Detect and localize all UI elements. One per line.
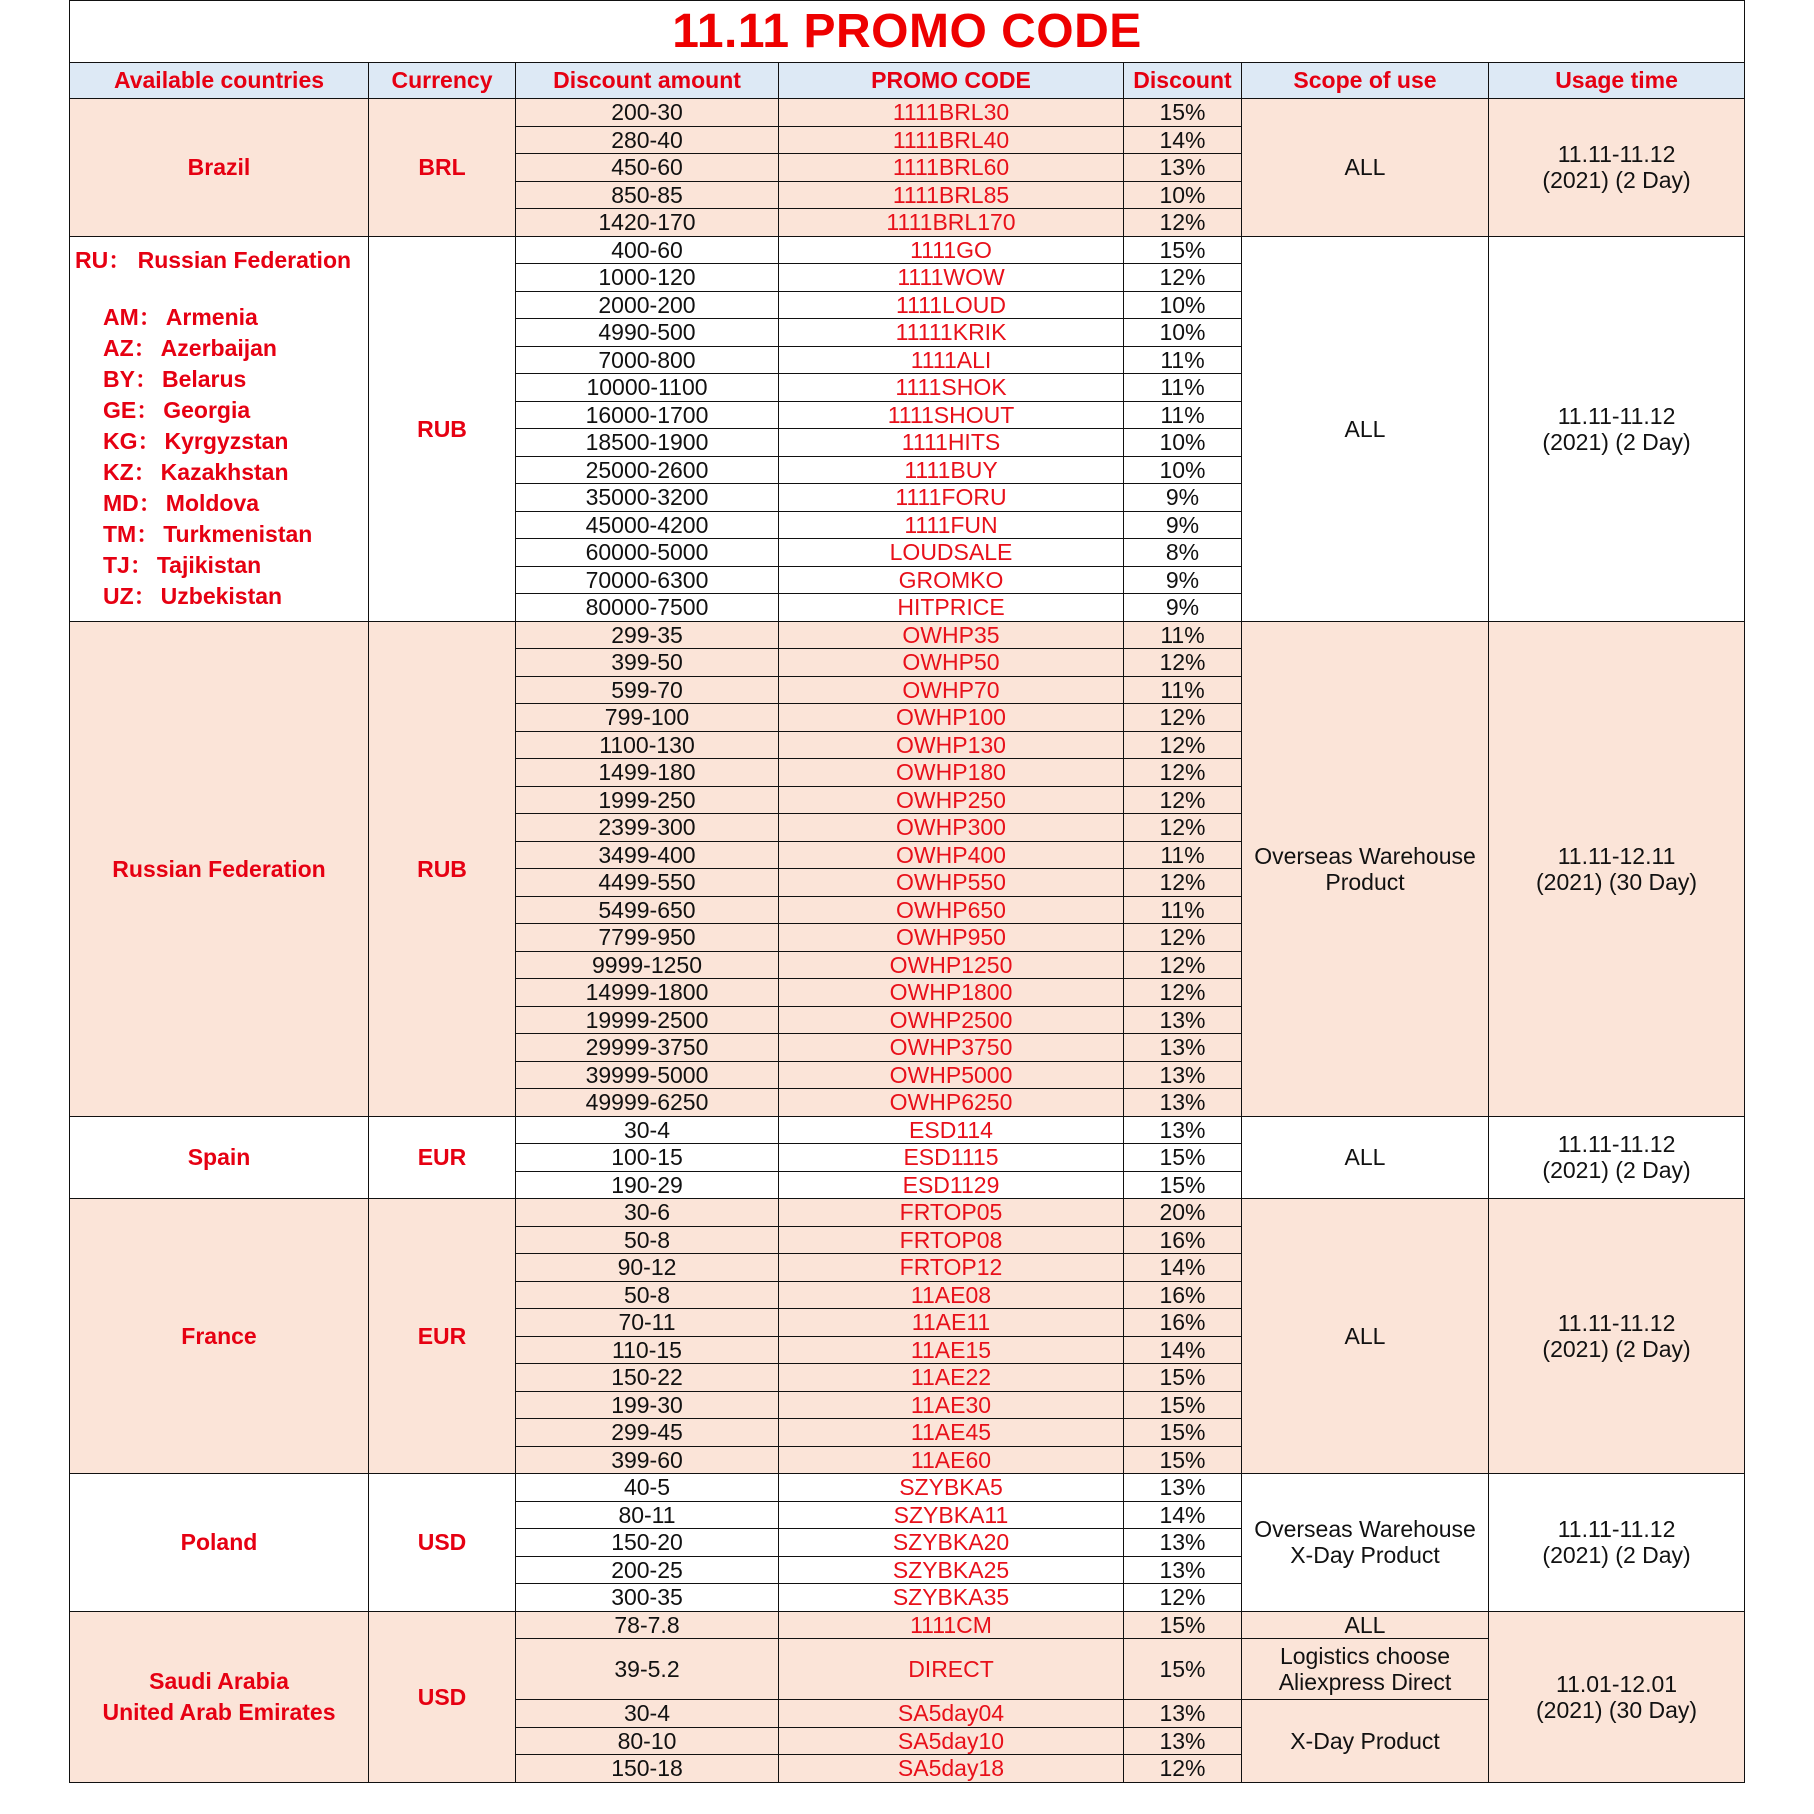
country-name: Saudi Arabia: [149, 1667, 289, 1694]
country-list-item: [70, 395, 368, 426]
country-name: Armenia: [165, 303, 258, 330]
promo-code-cell[interactable]: 1111FORU: [779, 484, 1124, 512]
promo-code-cell[interactable]: SZYBKA20: [779, 1529, 1124, 1557]
promo-code-cell[interactable]: 1111BRL40: [779, 126, 1124, 154]
discount-amount-cell: 14999-1800: [516, 979, 779, 1007]
discount-percent-cell: 11%: [1124, 621, 1242, 649]
discount-percent-cell: 16%: [1124, 1281, 1242, 1309]
scope-text: Logistics choose: [1279, 1643, 1451, 1669]
discount-percent-cell: 12%: [1124, 814, 1242, 842]
usage-time-text: 11.11-12.11: [1557, 842, 1676, 869]
discount-percent-cell: 12%: [1124, 209, 1242, 237]
discount-amount-cell: 300-35: [516, 1584, 779, 1612]
discount-amount-cell: 100-15: [516, 1144, 779, 1172]
usage-time-text: 11.11-11.12: [1557, 1131, 1676, 1158]
table-row: [70, 99, 1745, 127]
scope-of-use-cell: [1242, 1199, 1489, 1474]
promo-code-cell[interactable]: FRTOP12: [779, 1254, 1124, 1282]
discount-percent-cell: 12%: [1124, 649, 1242, 677]
discount-percent-cell: 10%: [1124, 456, 1242, 484]
currency-cell: USD: [369, 1474, 516, 1612]
usage-time-text: 11.11-11.12: [1557, 402, 1676, 429]
discount-amount-cell: 3499-400: [516, 841, 779, 869]
usage-time-cell: [1489, 1116, 1745, 1199]
discount-percent-cell: 12%: [1124, 759, 1242, 787]
discount-percent-cell: 11%: [1124, 401, 1242, 429]
promo-code-cell[interactable]: SA5day10: [779, 1727, 1124, 1755]
promo-code-cell[interactable]: 1111BUY: [779, 456, 1124, 484]
discount-amount-cell: 110-15: [516, 1336, 779, 1364]
usage-time-text: (2021) (2 Day): [1542, 1336, 1691, 1362]
country-code: UZ：: [103, 582, 157, 609]
discount-amount-cell: 39999-5000: [516, 1061, 779, 1089]
discount-amount-cell: 200-25: [516, 1556, 779, 1584]
discount-percent-cell: 14%: [1124, 1254, 1242, 1282]
currency-cell: BRL: [369, 99, 516, 237]
scope-text: Aliexpress Direct: [1278, 1669, 1452, 1695]
promo-code-cell[interactable]: OWHP180: [779, 759, 1124, 787]
scope-text: ALL: [1344, 1611, 1386, 1638]
header-discount: Discount: [1124, 63, 1242, 99]
promo-code-cell[interactable]: OWHP130: [779, 731, 1124, 759]
country-cell: [70, 1116, 369, 1199]
discount-amount-cell: 150-22: [516, 1364, 779, 1392]
discount-amount-cell: 4499-550: [516, 869, 779, 897]
discount-amount-cell: 40-5: [516, 1474, 779, 1502]
discount-amount-cell: 1000-120: [516, 264, 779, 292]
usage-time-cell: [1489, 621, 1745, 1116]
discount-percent-cell: 20%: [1124, 1199, 1242, 1227]
country-name: Poland: [180, 1529, 258, 1556]
discount-percent-cell: 13%: [1124, 1700, 1242, 1728]
scope-of-use-cell: [1242, 621, 1489, 1116]
table-row: [70, 1116, 1745, 1144]
currency-cell: RUB: [369, 621, 516, 1116]
currency-cell: RUB: [369, 236, 516, 621]
country-code: KG：: [103, 427, 161, 454]
country-cell: [70, 621, 369, 1116]
discount-percent-cell: 9%: [1124, 594, 1242, 622]
discount-percent-cell: 12%: [1124, 264, 1242, 292]
country-list-item: [70, 550, 368, 581]
currency-cell: EUR: [369, 1116, 516, 1199]
discount-amount-cell: 799-100: [516, 704, 779, 732]
promo-code-cell[interactable]: GROMKO: [779, 566, 1124, 594]
country-list-item: [70, 426, 368, 457]
usage-time-cell: [1489, 1474, 1745, 1612]
promo-code-cell[interactable]: LOUDSALE: [779, 539, 1124, 567]
table-body: [70, 99, 1745, 1783]
promo-code-cell[interactable]: OWHP1250: [779, 951, 1124, 979]
scope-text: ALL: [1344, 154, 1386, 181]
discount-amount-cell: 1100-130: [516, 731, 779, 759]
discount-percent-cell: 13%: [1124, 1116, 1242, 1144]
promo-code-cell[interactable]: OWHP3750: [779, 1034, 1124, 1062]
promo-code-cell[interactable]: 1111HITS: [779, 429, 1124, 457]
country-name: United Arab Emirates: [102, 1698, 336, 1725]
scope-of-use-cell: [1242, 1474, 1489, 1612]
discount-percent-cell: 12%: [1124, 924, 1242, 952]
usage-time-text: (2021) (30 Day): [1536, 868, 1698, 895]
country-name: Azerbaijan: [160, 334, 277, 361]
discount-percent-cell: 15%: [1124, 1364, 1242, 1392]
discount-amount-cell: 200-30: [516, 99, 779, 127]
promo-code-cell[interactable]: 1111BRL85: [779, 181, 1124, 209]
promo-code-cell[interactable]: 11AE22: [779, 1364, 1124, 1392]
page-title: 11.11 PROMO CODE: [70, 1, 1745, 63]
promo-code-cell[interactable]: OWHP2500: [779, 1006, 1124, 1034]
promo-code-cell[interactable]: OWHP300: [779, 814, 1124, 842]
discount-percent-cell: 10%: [1124, 291, 1242, 319]
promo-code-cell[interactable]: 1111SHOK: [779, 374, 1124, 402]
discount-amount-cell: 19999-2500: [516, 1006, 779, 1034]
discount-percent-cell: 11%: [1124, 374, 1242, 402]
scope-of-use-cell: [1242, 1700, 1489, 1783]
promo-code-cell[interactable]: OWHP250: [779, 786, 1124, 814]
usage-time-cell: [1489, 1199, 1745, 1474]
promo-code-cell[interactable]: 1111FUN: [779, 511, 1124, 539]
promo-code-cell[interactable]: 11AE60: [779, 1446, 1124, 1474]
country-name: Moldova: [165, 489, 260, 516]
promo-code-cell[interactable]: 1111SHOUT: [779, 401, 1124, 429]
scope-of-use-cell: [1242, 99, 1489, 237]
discount-amount-cell: 70-11: [516, 1309, 779, 1337]
country-name: RU： Russian Federation: [75, 246, 352, 273]
currency-cell: EUR: [369, 1199, 516, 1474]
discount-percent-cell: 11%: [1124, 896, 1242, 924]
discount-percent-cell: 13%: [1124, 1006, 1242, 1034]
discount-percent-cell: 12%: [1124, 786, 1242, 814]
promo-code-cell[interactable]: OWHP1800: [779, 979, 1124, 1007]
country-name: Uzbekistan: [160, 582, 283, 609]
promo-code-cell[interactable]: 1111BRL60: [779, 154, 1124, 182]
usage-time-text: (2021) (2 Day): [1542, 167, 1691, 194]
discount-percent-cell: 11%: [1124, 841, 1242, 869]
country-name: France: [181, 1323, 257, 1349]
discount-amount-cell: 1999-250: [516, 786, 779, 814]
discount-amount-cell: 9999-1250: [516, 951, 779, 979]
discount-amount-cell: 450-60: [516, 154, 779, 182]
promo-code-cell[interactable]: 1111WOW: [779, 264, 1124, 292]
promo-code-cell[interactable]: OWHP70: [779, 676, 1124, 704]
promo-code-cell[interactable]: SZYBKA25: [779, 1556, 1124, 1584]
discount-percent-cell: 13%: [1124, 1034, 1242, 1062]
discount-amount-cell: 400-60: [516, 236, 779, 264]
country-list-item: [70, 488, 368, 519]
promo-code-cell[interactable]: SA5day04: [779, 1700, 1124, 1728]
country-cell: [70, 99, 369, 237]
usage-time-text: (2021) (30 Day): [1536, 1696, 1698, 1723]
country-cell: [70, 236, 369, 621]
country-code: AM：: [103, 303, 162, 330]
discount-percent-cell: 15%: [1124, 99, 1242, 127]
scope-of-use-cell: [1242, 1611, 1489, 1639]
discount-percent-cell: 8%: [1124, 539, 1242, 567]
discount-percent-cell: 12%: [1124, 951, 1242, 979]
country-name: Spain: [187, 1144, 251, 1171]
discount-amount-cell: 7000-800: [516, 346, 779, 374]
discount-percent-cell: 15%: [1124, 1391, 1242, 1419]
promo-code-cell[interactable]: SA5day18: [779, 1755, 1124, 1783]
promo-code-cell[interactable]: 1111CM: [779, 1611, 1124, 1639]
country-list-item: [70, 302, 368, 333]
country-name: Kazakhstan: [160, 458, 289, 485]
discount-percent-cell: 15%: [1124, 1144, 1242, 1172]
discount-amount-cell: 30-6: [516, 1199, 779, 1227]
discount-amount-cell: 150-20: [516, 1529, 779, 1557]
promo-code-cell[interactable]: 11AE30: [779, 1391, 1124, 1419]
promo-code-cell[interactable]: SZYBKA11: [779, 1501, 1124, 1529]
usage-time-cell: [1489, 236, 1745, 621]
usage-time-cell: [1489, 1611, 1745, 1782]
country-code: GE：: [103, 396, 160, 423]
country-cell: [70, 1199, 369, 1474]
country-list-item: [70, 519, 368, 550]
discount-percent-cell: 10%: [1124, 181, 1242, 209]
discount-amount-cell: 50-8: [516, 1226, 779, 1254]
discount-percent-cell: 15%: [1124, 1446, 1242, 1474]
discount-percent-cell: 11%: [1124, 346, 1242, 374]
discount-percent-cell: 16%: [1124, 1226, 1242, 1254]
promo-code-cell[interactable]: DIRECT: [779, 1639, 1124, 1700]
scope-of-use-cell: [1242, 236, 1489, 621]
header-currency: Currency: [369, 63, 516, 99]
discount-percent-cell: 10%: [1124, 319, 1242, 347]
discount-amount-cell: 80000-7500: [516, 594, 779, 622]
discount-amount-cell: 78-7.8: [516, 1611, 779, 1639]
country-name: Brazil: [187, 154, 251, 181]
discount-amount-cell: 90-12: [516, 1254, 779, 1282]
promo-code-cell[interactable]: 1111BRL170: [779, 209, 1124, 237]
country-name: Georgia: [163, 396, 251, 423]
promo-code-table: [69, 0, 1745, 1783]
usage-time-text: 11.11-11.12: [1557, 141, 1676, 168]
usage-time-cell: [1489, 99, 1745, 237]
promo-code-cell[interactable]: 1111GO: [779, 236, 1124, 264]
scope-text: ALL: [1344, 1323, 1386, 1349]
promo-code-cell[interactable]: ESD114: [779, 1116, 1124, 1144]
discount-amount-cell: 399-60: [516, 1446, 779, 1474]
country-name: Tajikistan: [156, 551, 262, 578]
table-row: [70, 236, 1745, 264]
scope-text: Overseas Warehouse: [1254, 842, 1476, 869]
discount-amount-cell: 29999-3750: [516, 1034, 779, 1062]
promo-code-cell[interactable]: 11111KRIK: [779, 319, 1124, 347]
discount-amount-cell: 190-29: [516, 1171, 779, 1199]
usage-time-text: (2021) (2 Day): [1542, 428, 1691, 455]
discount-percent-cell: 11%: [1124, 676, 1242, 704]
usage-time-text: (2021) (2 Day): [1542, 1542, 1691, 1569]
discount-percent-cell: 12%: [1124, 869, 1242, 897]
promo-code-cell[interactable]: FRTOP08: [779, 1226, 1124, 1254]
discount-amount-cell: 80-10: [516, 1727, 779, 1755]
discount-percent-cell: 12%: [1124, 731, 1242, 759]
promo-code-cell[interactable]: OWHP35: [779, 621, 1124, 649]
country-code: AZ：: [103, 334, 157, 361]
country-name: Turkmenistan: [163, 520, 313, 547]
discount-percent-cell: 14%: [1124, 1501, 1242, 1529]
discount-percent-cell: 9%: [1124, 511, 1242, 539]
promo-code-cell[interactable]: OWHP100: [779, 704, 1124, 732]
discount-amount-cell: 299-45: [516, 1419, 779, 1447]
discount-amount-cell: 7799-950: [516, 924, 779, 952]
promo-code-cell[interactable]: OWHP6250: [779, 1089, 1124, 1117]
discount-amount-cell: 5499-650: [516, 896, 779, 924]
promo-code-cell[interactable]: FRTOP05: [779, 1199, 1124, 1227]
table-row: [70, 1199, 1745, 1227]
promo-code-cell[interactable]: OWHP400: [779, 841, 1124, 869]
discount-percent-cell: 13%: [1124, 1089, 1242, 1117]
promo-code-cell[interactable]: ESD1129: [779, 1171, 1124, 1199]
table-row: [70, 1611, 1745, 1639]
discount-percent-cell: 14%: [1124, 1336, 1242, 1364]
promo-code-cell[interactable]: ESD1115: [779, 1144, 1124, 1172]
header-usage-time: Usage time: [1489, 63, 1745, 99]
country-cell: [70, 1474, 369, 1612]
discount-amount-cell: 280-40: [516, 126, 779, 154]
discount-amount-cell: 2399-300: [516, 814, 779, 842]
promo-code-cell[interactable]: 1111LOUD: [779, 291, 1124, 319]
discount-percent-cell: 13%: [1124, 154, 1242, 182]
promo-code-cell[interactable]: 1111ALI: [779, 346, 1124, 374]
scope-text: ALL: [1344, 415, 1386, 442]
discount-percent-cell: 12%: [1124, 704, 1242, 732]
country-name: Kyrgyzstan: [164, 427, 289, 454]
country-list-item: [70, 581, 368, 612]
discount-amount-cell: 16000-1700: [516, 401, 779, 429]
discount-amount-cell: 150-18: [516, 1755, 779, 1783]
scope-text: X-Day Product: [1290, 1542, 1440, 1569]
discount-amount-cell: 30-4: [516, 1700, 779, 1728]
header-scope-of-use: Scope of use: [1242, 63, 1489, 99]
scope-text: X-Day Product: [1290, 1727, 1440, 1754]
discount-amount-cell: 850-85: [516, 181, 779, 209]
discount-percent-cell: 13%: [1124, 1556, 1242, 1584]
discount-amount-cell: 35000-3200: [516, 484, 779, 512]
usage-time-text: 11.11-11.12: [1557, 1310, 1676, 1336]
discount-percent-cell: 9%: [1124, 484, 1242, 512]
promo-code-cell[interactable]: 11AE11: [779, 1309, 1124, 1337]
discount-percent-cell: 15%: [1124, 1419, 1242, 1447]
usage-time-text: 11.11-11.12: [1557, 1516, 1676, 1543]
discount-percent-cell: 13%: [1124, 1727, 1242, 1755]
promo-code-cell[interactable]: 11AE45: [779, 1419, 1124, 1447]
usage-time-text: 11.01-12.01: [1556, 1670, 1678, 1697]
scope-text: Product: [1325, 868, 1405, 895]
promo-code-cell[interactable]: 11AE08: [779, 1281, 1124, 1309]
country-list-item: [70, 457, 368, 488]
table-row: [70, 621, 1745, 649]
country-name: Russian Federation: [112, 855, 326, 882]
country-name: Belarus: [161, 365, 247, 392]
discount-amount-cell: 49999-6250: [516, 1089, 779, 1117]
promo-code-cell[interactable]: OWHP5000: [779, 1061, 1124, 1089]
discount-percent-cell: 15%: [1124, 1171, 1242, 1199]
promo-code-cell[interactable]: OWHP50: [779, 649, 1124, 677]
discount-amount-cell: 299-35: [516, 621, 779, 649]
country-code: TM：: [103, 520, 160, 547]
country-code: MD：: [103, 489, 162, 516]
discount-amount-cell: 1420-170: [516, 209, 779, 237]
promo-code-cell[interactable]: OWHP950: [779, 924, 1124, 952]
scope-text: Overseas Warehouse: [1254, 1516, 1476, 1543]
discount-percent-cell: 15%: [1124, 236, 1242, 264]
discount-percent-cell: 15%: [1124, 1639, 1242, 1700]
country-list-item: [70, 364, 368, 395]
currency-cell: USD: [369, 1611, 516, 1782]
discount-percent-cell: 13%: [1124, 1474, 1242, 1502]
discount-amount-cell: 45000-4200: [516, 511, 779, 539]
discount-amount-cell: 599-70: [516, 676, 779, 704]
discount-amount-cell: 50-8: [516, 1281, 779, 1309]
usage-time-text: (2021) (2 Day): [1542, 1157, 1691, 1184]
discount-amount-cell: 199-30: [516, 1391, 779, 1419]
discount-percent-cell: 16%: [1124, 1309, 1242, 1337]
discount-amount-cell: 1499-180: [516, 759, 779, 787]
promo-code-cell[interactable]: SZYBKA35: [779, 1584, 1124, 1612]
country-code: TJ：: [103, 551, 153, 578]
discount-percent-cell: 12%: [1124, 979, 1242, 1007]
promo-code-cell[interactable]: SZYBKA5: [779, 1474, 1124, 1502]
promo-code-cell[interactable]: OWHP650: [779, 896, 1124, 924]
discount-amount-cell: 10000-1100: [516, 374, 779, 402]
table-row: [70, 1474, 1745, 1502]
header-row: [70, 63, 1745, 99]
promo-code-cell[interactable]: 1111BRL30: [779, 99, 1124, 127]
discount-amount-cell: 25000-2600: [516, 456, 779, 484]
header-discount-amount: Discount amount: [516, 63, 779, 99]
promo-code-cell[interactable]: OWHP550: [779, 869, 1124, 897]
discount-percent-cell: 12%: [1124, 1584, 1242, 1612]
discount-percent-cell: 12%: [1124, 1755, 1242, 1783]
discount-percent-cell: 15%: [1124, 1611, 1242, 1639]
discount-amount-cell: 18500-1900: [516, 429, 779, 457]
discount-percent-cell: 10%: [1124, 429, 1242, 457]
scope-text: ALL: [1344, 1144, 1386, 1171]
discount-amount-cell: 70000-6300: [516, 566, 779, 594]
scope-of-use-cell: [1242, 1639, 1489, 1700]
discount-amount-cell: 39-5.2: [516, 1639, 779, 1700]
discount-amount-cell: 30-4: [516, 1116, 779, 1144]
discount-percent-cell: 9%: [1124, 566, 1242, 594]
discount-percent-cell: 13%: [1124, 1529, 1242, 1557]
discount-amount-cell: 80-11: [516, 1501, 779, 1529]
country-code: KZ：: [103, 458, 157, 485]
discount-percent-cell: 14%: [1124, 126, 1242, 154]
discount-amount-cell: 2000-200: [516, 291, 779, 319]
country-cell: [70, 1611, 369, 1782]
header-promo-code: PROMO CODE: [779, 63, 1124, 99]
discount-amount-cell: 60000-5000: [516, 539, 779, 567]
discount-amount-cell: 399-50: [516, 649, 779, 677]
promo-code-cell[interactable]: 11AE15: [779, 1336, 1124, 1364]
promo-code-cell[interactable]: HITPRICE: [779, 594, 1124, 622]
discount-amount-cell: 4990-500: [516, 319, 779, 347]
discount-percent-cell: 13%: [1124, 1061, 1242, 1089]
country-code: BY：: [103, 365, 158, 392]
header-available-countries: Available countries: [70, 63, 369, 99]
scope-of-use-cell: [1242, 1116, 1489, 1199]
country-list-item: [70, 333, 368, 364]
